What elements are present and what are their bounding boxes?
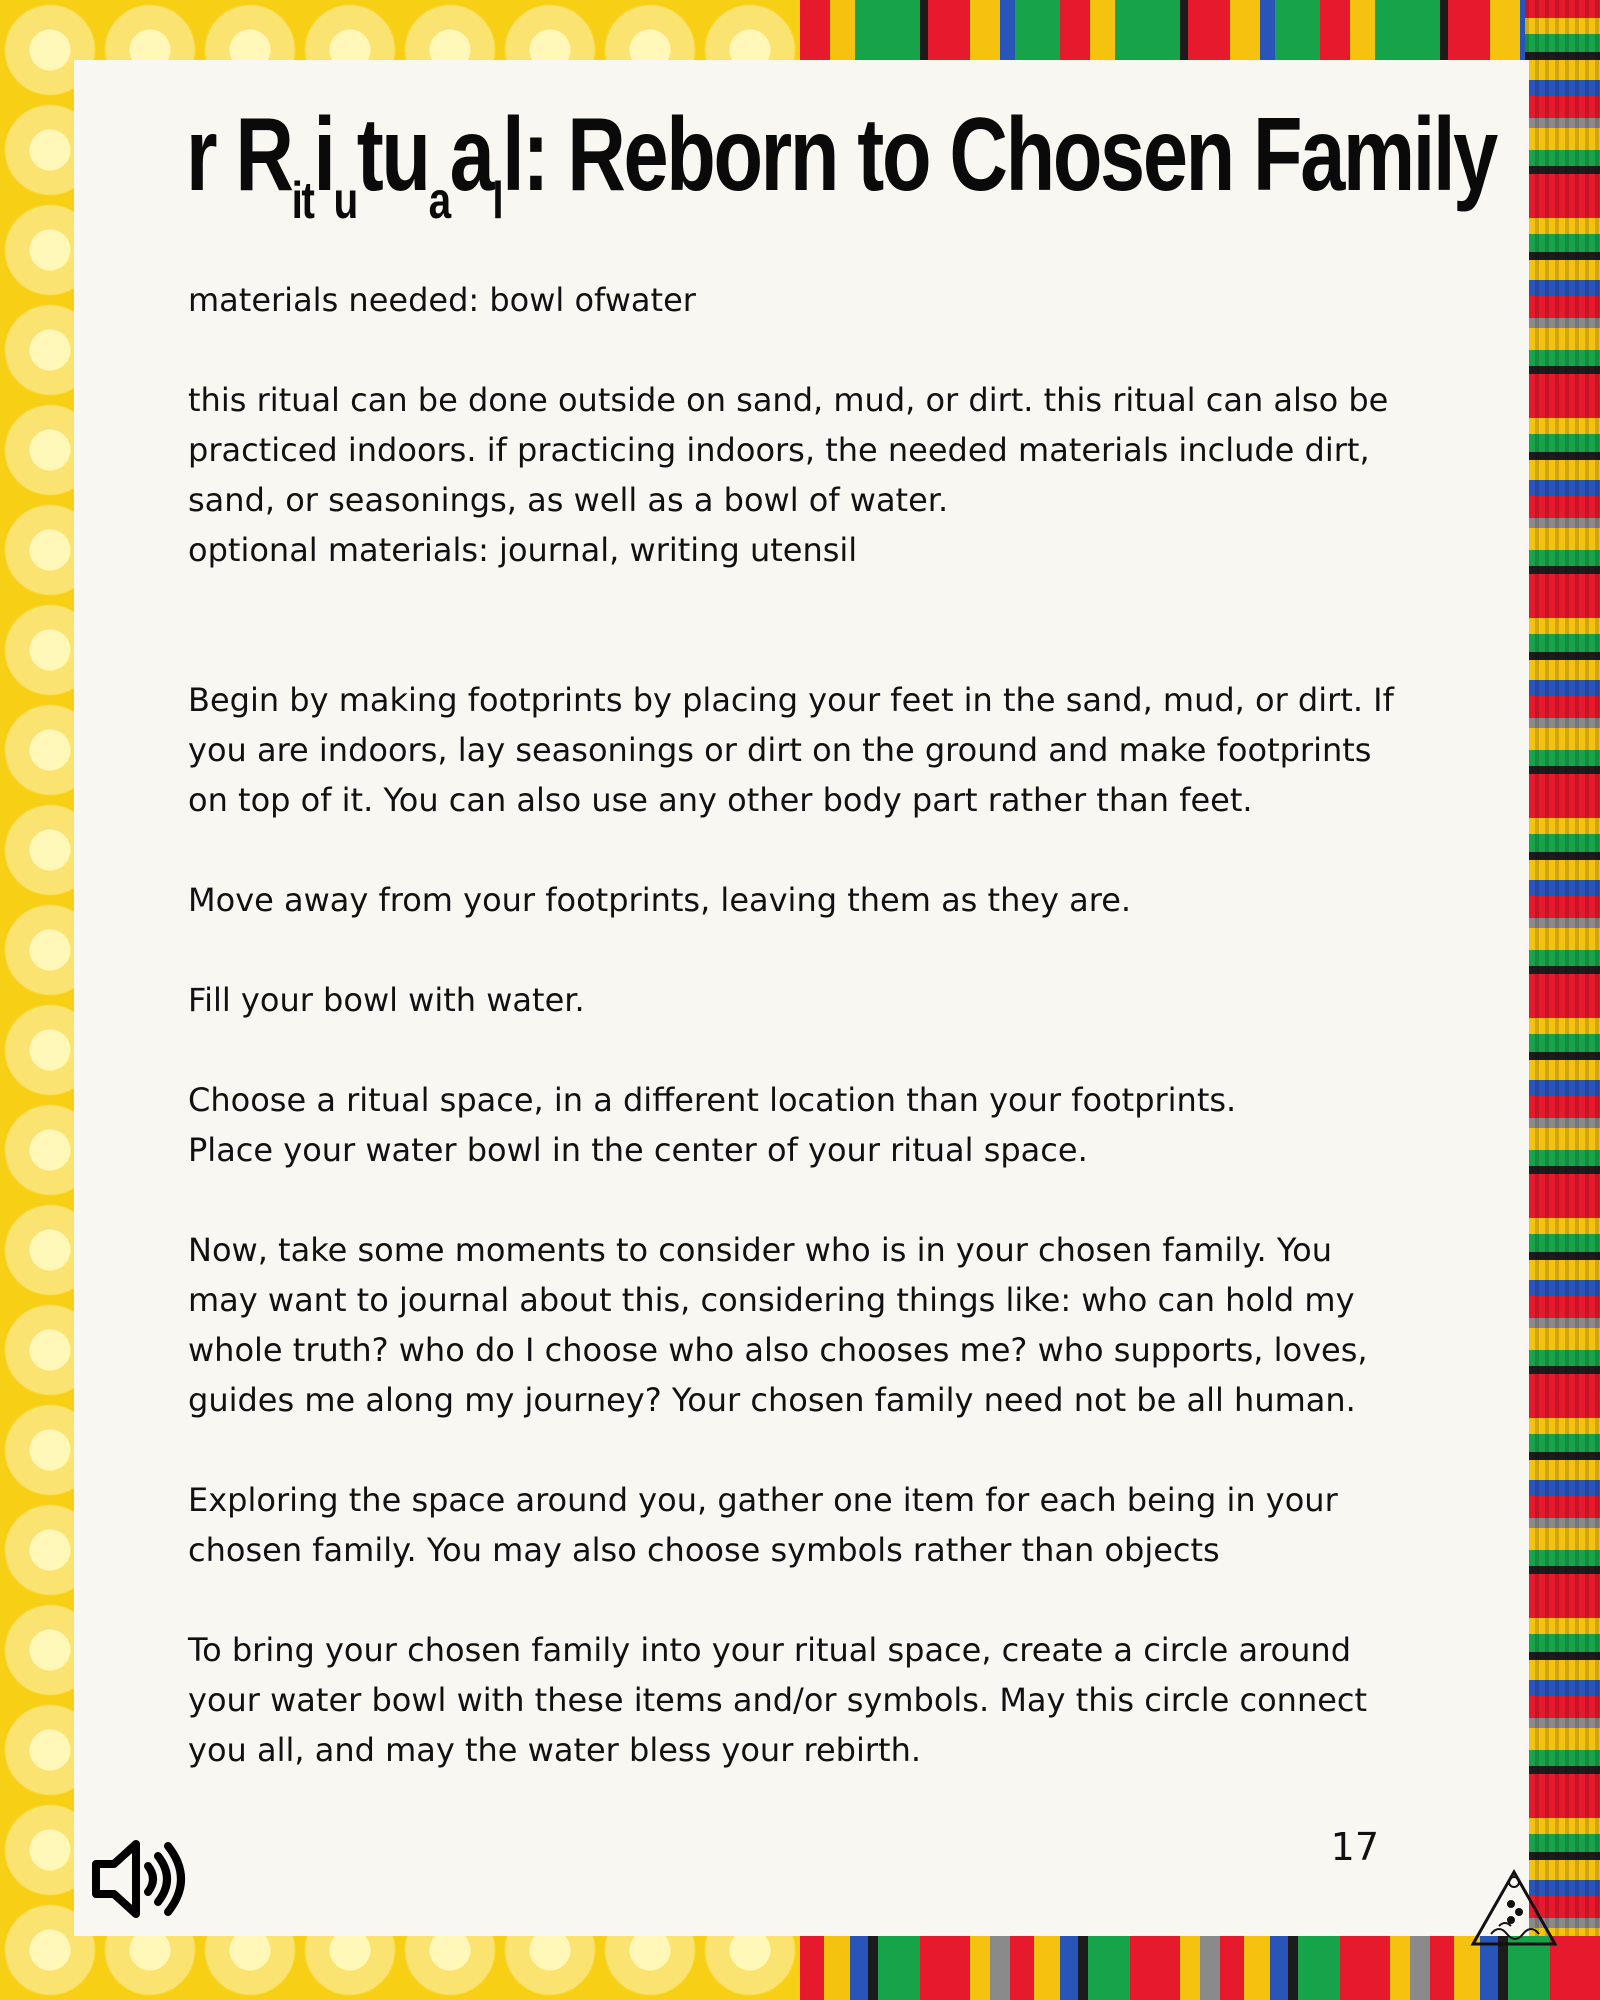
text-line: you are indoors, lay seasonings or dirt on the ground and make footprints (188, 731, 1372, 769)
title-subscript: u (333, 172, 357, 230)
text-line: sand, or seasonings, as well as a bowl of water. (188, 481, 949, 519)
page-number: 17 (1330, 1825, 1379, 1869)
title-part: r R (186, 97, 292, 213)
text-line: you all, and may the water bless your rebirth. (188, 1731, 922, 1769)
text-line: Now, take some moments to consider who is in your chosen family. You (188, 1231, 1333, 1269)
text-line: To bring your chosen family into your ritual space, create a circle around (188, 1631, 1351, 1669)
title-part: a (449, 97, 493, 213)
triangle-logo-icon (1469, 1868, 1559, 1948)
ritual-instructions (188, 275, 1488, 1775)
text-line: practiced indoors. if practicing indoors, the needed materials include dirt, (188, 431, 1370, 469)
title-part: i (313, 97, 334, 213)
text-line: Exploring the space around you, gather one item for each being in your (188, 1481, 1338, 1519)
page-title (186, 95, 1496, 261)
title-part: l: Reborn to Chosen Family (502, 97, 1496, 213)
materials-line: materials needed: bowl ofwater (188, 281, 696, 319)
text-line: Fill your bowl with water. (188, 981, 585, 1019)
optional-materials-line: optional materials: journal, writing utensil (188, 531, 858, 569)
text-line: your water bowl with these items and/or symbols. May this circle connect (188, 1681, 1368, 1719)
text-line: whole truth? who do I choose who also chooses me? who supports, loves, (188, 1331, 1368, 1369)
title-subscript: it (291, 172, 314, 230)
title-part: tu (356, 97, 429, 213)
kente-border-right (1525, 0, 1600, 2000)
text-line: may want to journal about this, considering things like: who can hold my (188, 1281, 1355, 1319)
title-subscript: l (492, 172, 503, 230)
text-line: guides me along my journey? Your chosen family need not be all human. (188, 1381, 1356, 1419)
text-line: Place your water bowl in the center of your ritual space. (188, 1131, 1088, 1169)
speaker-volume-icon[interactable] (90, 1836, 186, 1922)
title-subscript: a (428, 172, 450, 230)
text-line: Begin by making footprints by placing your feet in the sand, mud, or dirt. If (188, 681, 1394, 719)
text-line: chosen family. You may also choose symbols rather than objects (188, 1531, 1220, 1569)
text-line: Choose a ritual space, in a different location than your footprints. (188, 1081, 1237, 1119)
kente-border-top (800, 0, 1600, 60)
text-line: this ritual can be done outside on sand, mud, or dirt. this ritual can also be (188, 381, 1389, 419)
text-line: on top of it. You can also use any other body part rather than feet. (188, 781, 1253, 819)
text-line: Move away from your footprints, leaving them as they are. (188, 881, 1132, 919)
page-card (74, 60, 1529, 1936)
